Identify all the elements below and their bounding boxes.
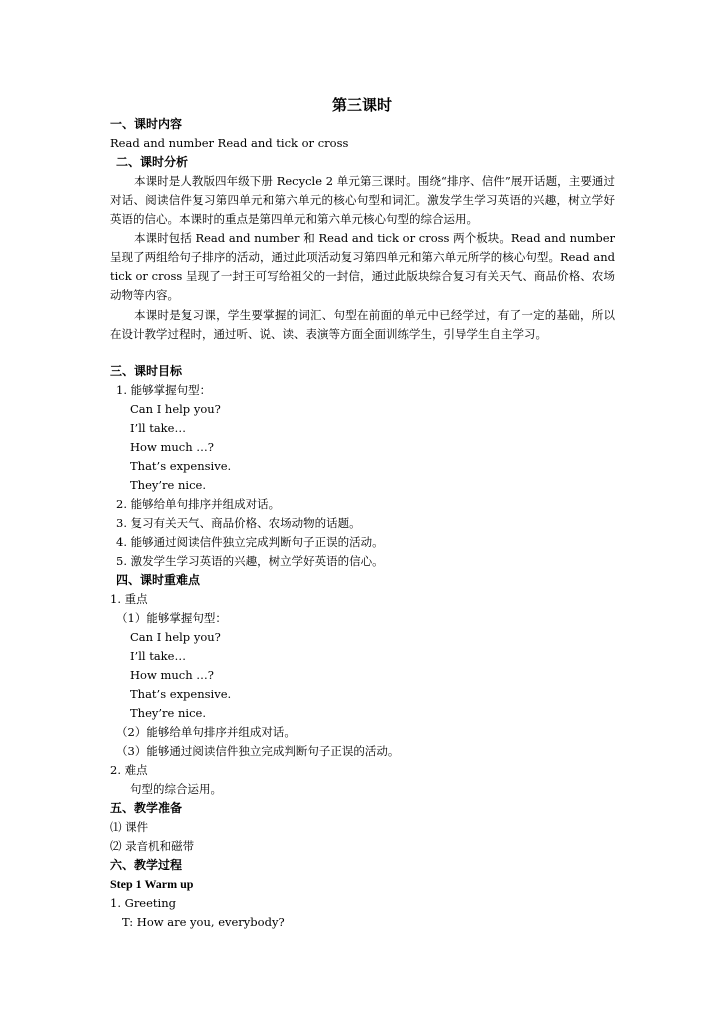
analysis-paragraph-1: 本课时是人教版四年级下册 Recycle 2 单元第三课时。围绕“排序、信件”展开话题，主要通过对话、阅读信件复习第四单元和第六单元的核心句型和词汇。激发学生学习英语的兴趣，树立学好英语的信心。本课时的重点是第四单元和第六单元核心句型的综合运用。 (110, 174, 615, 226)
difficulty-item: 句型的综合运用。 (130, 782, 222, 796)
key-points-label: 1. 重点 (110, 592, 148, 606)
objective-item: 3. 复习有关天气、商品价格、农场动物的话题。 (116, 516, 361, 530)
section-heading-key-points: 四、课时重难点 (116, 573, 201, 587)
sentence-pattern: They’re nice. (130, 478, 206, 492)
preparation-item: ⑵ 录音机和磁带 (110, 839, 195, 853)
key-point-item: （2）能够给单句排序并组成对话。 (116, 725, 296, 739)
sentence-pattern: How much …? (130, 668, 214, 682)
sentence-pattern: I’ll take… (130, 421, 186, 435)
objective-item: 4. 能够通过阅读信件独立完成判断句子正误的活动。 (116, 535, 384, 549)
key-point-item: （3）能够通过阅读信件独立完成判断句子正误的活动。 (116, 744, 400, 758)
objective-item: 2. 能够给单句排序并组成对话。 (116, 497, 281, 511)
section-heading-analysis: 二、课时分析 (116, 155, 189, 169)
objective-item: 5. 激发学生学习英语的兴趣，树立学好英语的信心。 (116, 554, 384, 568)
sentence-pattern: How much …? (130, 440, 214, 454)
sentence-pattern: That’s expensive. (130, 459, 232, 473)
section-heading-procedure: 六、教学过程 (110, 858, 183, 872)
sentence-pattern: They’re nice. (130, 706, 206, 720)
section-heading-content: 一、课时内容 (110, 117, 183, 131)
section-heading-preparation: 五、教学准备 (110, 801, 183, 815)
sentence-pattern: I’ll take… (130, 649, 186, 663)
key-point-item: （1）能够掌握句型： (116, 611, 227, 625)
sentence-pattern: That’s expensive. (130, 687, 232, 701)
step-heading: Step 1 Warm up (110, 877, 194, 891)
lesson-content-text: Read and number Read and tick or cross (110, 136, 349, 150)
analysis-paragraph-2: 本课时包括 Read and number 和 Read and tick or cross 两个板块。Read and number 呈现了两组给句子排序的活动，通过此项活动复习第四单元和第六单元所学的核心句型。Read and tick or cross 呈现了一封王可写给祖父的一封信，通过此版块综合复习有关天气、商品价格、农场动物等内容。 (110, 231, 615, 302)
page-title: 第三课时 (331, 96, 392, 114)
analysis-paragraph-3: 本课时是复习课，学生要掌握的词汇、句型在前面的单元中已经学过，有了一定的基础，所以在设计教学过程时，通过听、说、读、表演等方面全面训练学生，引导学生自主学习。 (110, 308, 615, 341)
sentence-pattern: Can I help you? (130, 402, 221, 416)
step-item: 1. Greeting (110, 896, 176, 910)
difficulty-label: 2. 难点 (110, 763, 148, 777)
teacher-line: T: How are you, everybody? (122, 915, 285, 929)
preparation-item: ⑴ 课件 (110, 820, 149, 834)
sentence-pattern: Can I help you? (130, 630, 221, 644)
section-heading-objectives: 三、课时目标 (110, 364, 183, 378)
objective-item: 1. 能够掌握句型： (116, 383, 212, 397)
